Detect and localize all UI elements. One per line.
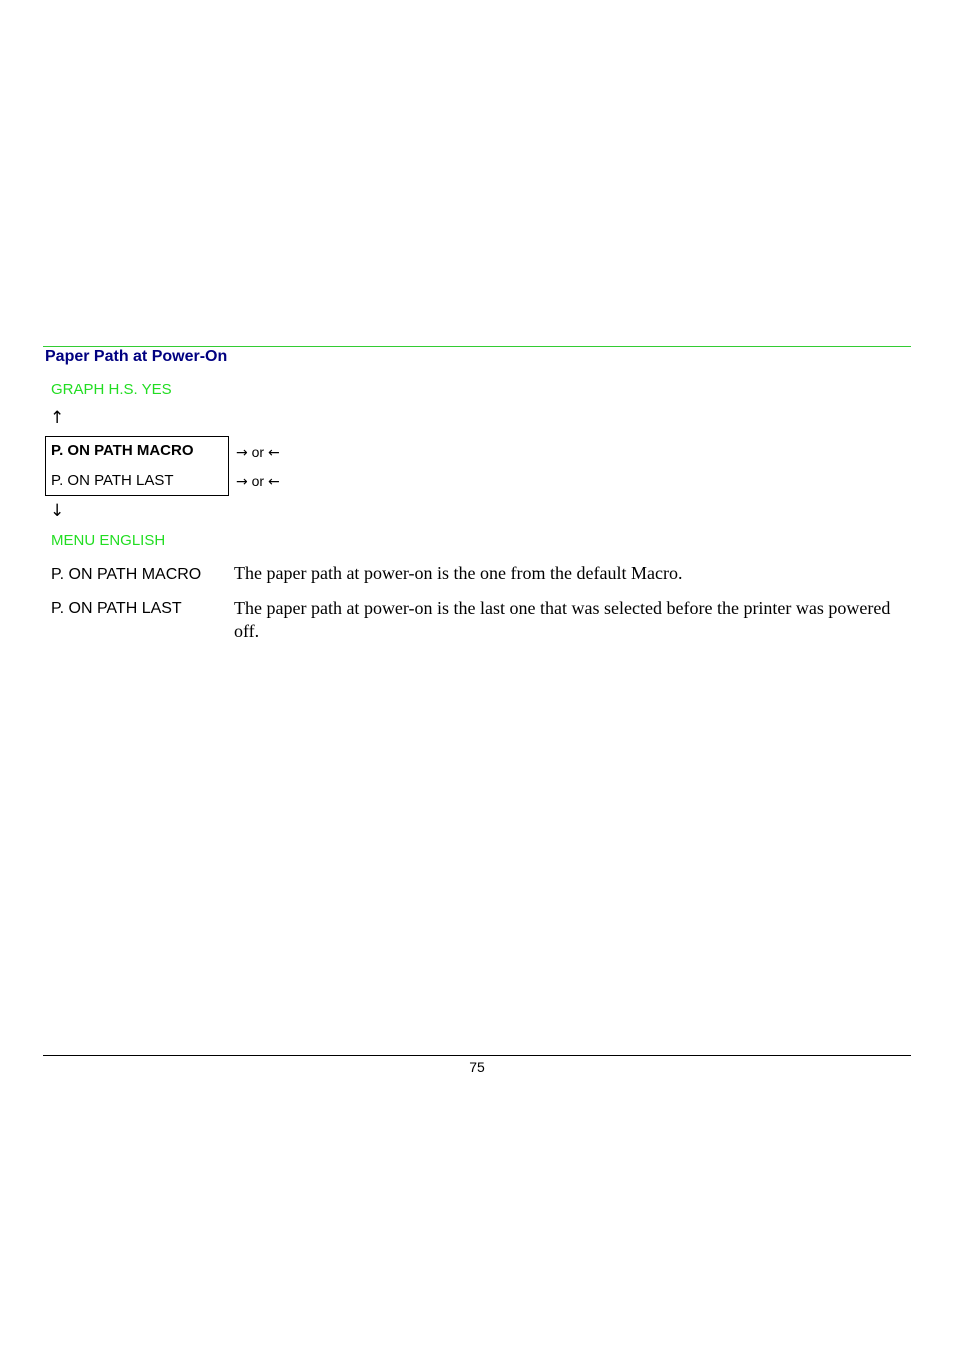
- menu-option-last: P. ON PATH LAST: [51, 472, 174, 489]
- definition-term: P. ON PATH MACRO: [51, 566, 202, 583]
- left-arrow-icon: ←: [267, 445, 280, 461]
- nav-hint-or: or: [251, 444, 265, 460]
- previous-menu-item: GRAPH H.S. YES: [51, 381, 172, 398]
- next-menu-item: MENU ENGLISH: [51, 532, 166, 549]
- right-arrow-icon: →: [236, 474, 248, 490]
- footer-rule: [43, 1055, 911, 1056]
- left-arrow-icon: ←: [267, 474, 280, 490]
- page-number: 75: [469, 1059, 485, 1075]
- section-top-rule: [43, 346, 911, 347]
- down-arrow-icon: ↓: [50, 501, 65, 521]
- right-arrow-icon: →: [236, 445, 248, 461]
- up-arrow-icon: ↑: [50, 408, 65, 428]
- definition-description: The paper path at power-on is the one from the default Macro.: [234, 563, 683, 583]
- nav-hint-last: [236, 473, 280, 490]
- menu-options-box: [45, 436, 229, 496]
- nav-hint-or: or: [251, 473, 265, 489]
- nav-hint-macro: [236, 444, 280, 461]
- definition-term: P. ON PATH LAST: [51, 600, 182, 617]
- menu-option-macro: P. ON PATH MACRO: [51, 442, 194, 459]
- definition-description: The paper path at power-on is the last one that was selected before the printer was powered off.: [234, 598, 891, 641]
- section-title: Paper Path at Power-On: [45, 348, 228, 365]
